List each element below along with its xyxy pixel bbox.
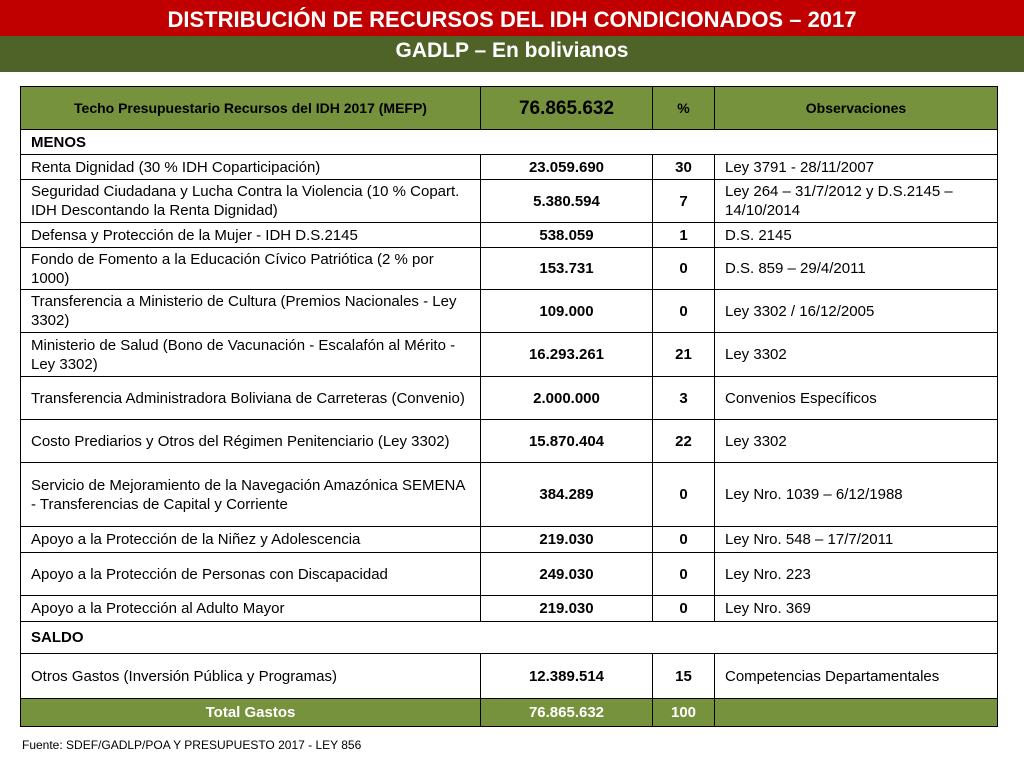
row-amount: 538.059 (481, 223, 653, 248)
table-row (21, 248, 998, 290)
saldo-amount: 12.389.514 (481, 654, 653, 699)
row-amount: 384.289 (481, 463, 653, 527)
header-observations: Observaciones (715, 87, 998, 130)
table-row (21, 290, 998, 333)
row-observation: Ley 3302 / 16/12/2005 (715, 290, 998, 333)
total-row (21, 699, 998, 727)
row-amount: 23.059.690 (481, 155, 653, 180)
row-observation: Ley Nro. 1039 – 6/12/1988 (715, 463, 998, 527)
row-concept: Transferencia a Ministerio de Cultura (Premios Nacionales - Ley 3302) (21, 290, 481, 333)
row-observation: D.S. 2145 (715, 223, 998, 248)
section-row-menos (21, 130, 998, 155)
row-pct: 0 (653, 596, 715, 622)
header-amount: 76.865.632 (481, 87, 653, 130)
row-pct: 0 (653, 553, 715, 596)
total-amount: 76.865.632 (481, 699, 653, 727)
saldo-row (21, 654, 998, 699)
source-footnote: Fuente: SDEF/GADLP/POA Y PRESUPUESTO 2017 - LEY 856 (22, 738, 362, 752)
row-amount: 219.030 (481, 527, 653, 553)
row-pct: 22 (653, 420, 715, 463)
page-subtitle: GADLP – En bolivianos (0, 36, 1024, 72)
section-label-menos: MENOS (21, 130, 998, 155)
row-pct: 0 (653, 527, 715, 553)
row-concept: Renta Dignidad (30 % IDH Coparticipación) (21, 155, 481, 180)
row-pct: 0 (653, 290, 715, 333)
page-title: DISTRIBUCIÓN DE RECURSOS DEL IDH CONDICIONADOS – 2017 (0, 0, 1024, 36)
table-row (21, 420, 998, 463)
total-label: Total Gastos (21, 699, 481, 727)
row-concept: Ministerio de Salud (Bono de Vacunación - Escalafón al Mérito - Ley 3302) (21, 333, 481, 377)
row-observation: Convenios Específicos (715, 377, 998, 420)
table-row (21, 527, 998, 553)
table-row (21, 553, 998, 596)
saldo-observation: Competencias Departamentales (715, 654, 998, 699)
row-amount: 15.870.404 (481, 420, 653, 463)
budget-table (20, 86, 998, 727)
header-pct: % (653, 87, 715, 130)
section-row-saldo (21, 622, 998, 654)
row-pct: 0 (653, 248, 715, 290)
row-concept: Seguridad Ciudadana y Lucha Contra la Violencia (10 % Copart. IDH Descontando la Renta Dignidad) (21, 180, 481, 223)
row-amount: 109.000 (481, 290, 653, 333)
row-amount: 153.731 (481, 248, 653, 290)
row-amount: 5.380.594 (481, 180, 653, 223)
row-pct: 1 (653, 223, 715, 248)
row-pct: 3 (653, 377, 715, 420)
row-concept: Apoyo a la Protección de Personas con Discapacidad (21, 553, 481, 596)
row-concept: Servicio de Mejoramiento de la Navegación Amazónica SEMENA - Transferencias de Capital y Corriente (21, 463, 481, 527)
table-row (21, 155, 998, 180)
row-observation: Ley 3791 - 28/11/2007 (715, 155, 998, 180)
row-concept: Apoyo a la Protección de la Niñez y Adolescencia (21, 527, 481, 553)
saldo-concept: Otros Gastos (Inversión Pública y Programas) (21, 654, 481, 699)
row-observation: Ley 3302 (715, 333, 998, 377)
row-observation: Ley Nro. 369 (715, 596, 998, 622)
table-row (21, 463, 998, 527)
row-observation: Ley 3302 (715, 420, 998, 463)
row-pct: 30 (653, 155, 715, 180)
row-amount: 219.030 (481, 596, 653, 622)
section-label-saldo: SALDO (21, 622, 998, 654)
row-pct: 7 (653, 180, 715, 223)
row-concept: Apoyo a la Protección al Adulto Mayor (21, 596, 481, 622)
row-pct: 0 (653, 463, 715, 527)
table-row (21, 333, 998, 377)
table-header-row (21, 87, 998, 130)
row-observation: Ley 264 – 31/7/2012 y D.S.2145 – 14/10/2014 (715, 180, 998, 223)
row-concept: Costo Prediarios y Otros del Régimen Penitenciario (Ley 3302) (21, 420, 481, 463)
row-observation: Ley Nro. 223 (715, 553, 998, 596)
table-row (21, 377, 998, 420)
saldo-pct: 15 (653, 654, 715, 699)
total-pct: 100 (653, 699, 715, 727)
table-row (21, 596, 998, 622)
header-concept: Techo Presupuestario Recursos del IDH 2017 (MEFP) (21, 87, 481, 130)
row-observation: Ley Nro. 548 – 17/7/2011 (715, 527, 998, 553)
row-pct: 21 (653, 333, 715, 377)
table-row (21, 223, 998, 248)
row-amount: 2.000.000 (481, 377, 653, 420)
row-observation: D.S. 859 – 29/4/2011 (715, 248, 998, 290)
table-row (21, 180, 998, 223)
row-concept: Defensa y Protección de la Mujer - IDH D.S.2145 (21, 223, 481, 248)
row-amount: 16.293.261 (481, 333, 653, 377)
total-observation (715, 699, 998, 727)
row-concept: Transferencia Administradora Boliviana de Carreteras (Convenio) (21, 377, 481, 420)
row-amount: 249.030 (481, 553, 653, 596)
row-concept: Fondo de Fomento a la Educación Cívico Patriótica (2 % por 1000) (21, 248, 481, 290)
